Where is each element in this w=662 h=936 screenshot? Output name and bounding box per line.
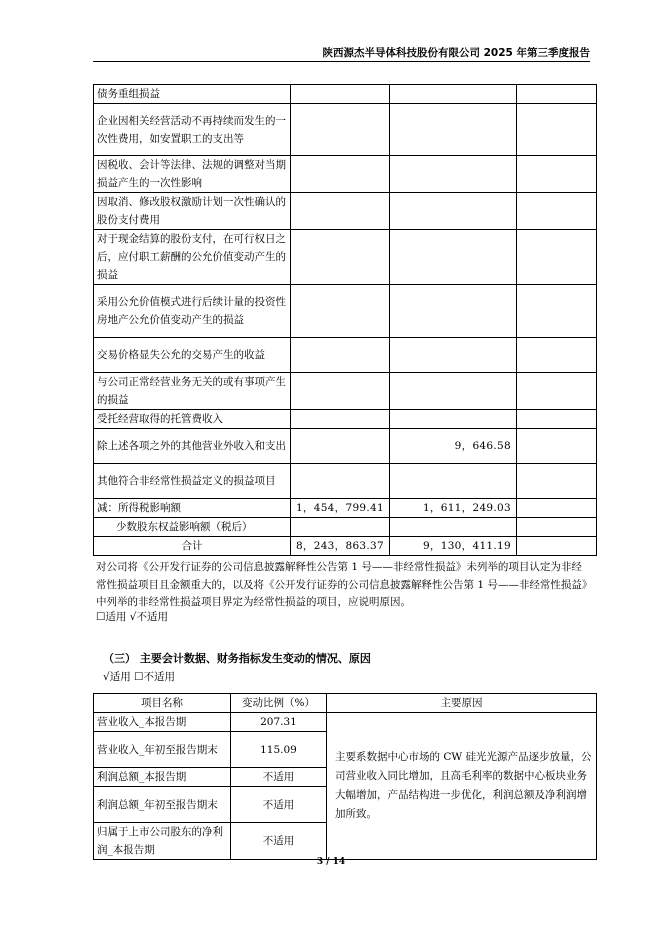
table-row xyxy=(94,464,597,499)
page-number: 3 / 14 xyxy=(316,857,346,867)
ytd-value xyxy=(390,373,517,410)
change-ratio: 115.09 xyxy=(231,732,327,768)
item-name: 营业收入_本报告期 xyxy=(94,713,231,732)
notes-cell xyxy=(517,429,597,464)
header-main-reason: 主要原因 xyxy=(327,694,597,713)
table-row xyxy=(94,230,597,285)
row-label: 采用公允价值模式进行后续计量的投资性房地产公允价值变动产生的损益 xyxy=(94,285,291,338)
current-value xyxy=(291,193,390,230)
report-header: 陕西源杰半导体科技股份有限公司 2025 年第三季度报告 xyxy=(322,47,590,59)
notes-cell xyxy=(517,410,597,429)
row-label: 除上述各项之外的其他营业外收入和支出 xyxy=(94,429,291,464)
notes-cell xyxy=(517,230,597,285)
current-value xyxy=(291,518,390,537)
ytd-value xyxy=(390,104,517,156)
notes-cell xyxy=(517,85,597,104)
ytd-value xyxy=(390,285,517,338)
notes-cell xyxy=(517,193,597,230)
ytd-value xyxy=(390,193,517,230)
table-row xyxy=(94,193,597,230)
row-label: 合计 xyxy=(94,537,291,556)
row-label: 少数股东权益影响额（税后） xyxy=(94,518,291,537)
current-value xyxy=(291,285,390,338)
header-change-ratio: 变动比例（%） xyxy=(231,694,327,713)
row-label: 因税收、会计等法律、法规的调整对当期损益产生的一次性影响 xyxy=(94,156,291,193)
ytd-value: 9，130，411.19 xyxy=(390,537,517,556)
current-value xyxy=(291,104,390,156)
notes-cell xyxy=(517,373,597,410)
header-rule xyxy=(93,61,590,62)
change-ratio: 不适用 xyxy=(231,787,327,823)
item-name: 营业收入_年初至报告期末 xyxy=(94,732,231,768)
current-value xyxy=(291,464,390,499)
current-value xyxy=(291,429,390,464)
notes-cell xyxy=(517,156,597,193)
section-applicability: √适用 ☐不适用 xyxy=(103,671,175,683)
notes-cell xyxy=(517,338,597,373)
item-name: 利润总额_年初至报告期末 xyxy=(94,787,231,823)
key-changes-table xyxy=(93,693,597,860)
item-name: 归属于上市公司股东的净利润_本报告期 xyxy=(94,823,231,860)
row-label: 企业因相关经营活动不再持续而发生的一次性费用，如安置职工的支出等 xyxy=(94,104,291,156)
table-row xyxy=(94,104,597,156)
notes-cell xyxy=(517,537,597,556)
current-value: 1，454，799.41 xyxy=(291,499,390,518)
ytd-value xyxy=(390,230,517,285)
table-row xyxy=(94,429,597,464)
change-ratio: 不适用 xyxy=(231,768,327,787)
change-ratio: 207.31 xyxy=(231,713,327,732)
current-value xyxy=(291,85,390,104)
table-row xyxy=(94,499,597,518)
table-header-row xyxy=(94,694,597,713)
notes-cell xyxy=(517,499,597,518)
table-row xyxy=(94,85,597,104)
notes-cell xyxy=(517,104,597,156)
notes-cell xyxy=(517,518,597,537)
current-value xyxy=(291,338,390,373)
current-value xyxy=(291,156,390,193)
item-name: 利润总额_本报告期 xyxy=(94,768,231,787)
row-label: 减：所得税影响额 xyxy=(94,499,291,518)
current-value xyxy=(291,373,390,410)
row-label: 债务重组损益 xyxy=(94,85,291,104)
ytd-value xyxy=(390,464,517,499)
note-applicability: ☐适用 √不适用 xyxy=(96,611,168,623)
current-value xyxy=(291,230,390,285)
table-row xyxy=(94,156,597,193)
ytd-value xyxy=(390,518,517,537)
table-row xyxy=(94,373,597,410)
section-title: （三） 主要会计数据、财务指标发生变动的情况、原因 xyxy=(103,652,371,665)
table-row xyxy=(94,285,597,338)
row-label: 对于现金结算的股份支付，在可行权日之后，应付职工薪酬的公允价值变动产生的损益 xyxy=(94,230,291,285)
main-reason: 主要系数据中心市场的 CW 硅光光源产品逐步放量，公司营业收入同比增加，且高毛利率的数据中心板块业务大幅增加，产品结构进一步优化，利润总额及净利润增加所致。 xyxy=(327,713,597,860)
row-label: 其他符合非经常性损益定义的损益项目 xyxy=(94,464,291,499)
current-value xyxy=(291,410,390,429)
table-row-total xyxy=(94,537,597,556)
notes-cell xyxy=(517,285,597,338)
ytd-value xyxy=(390,338,517,373)
ytd-value xyxy=(390,85,517,104)
ytd-value: 9，646.58 xyxy=(390,429,517,464)
header-item-name: 项目名称 xyxy=(94,694,231,713)
table-row xyxy=(94,518,597,537)
change-ratio: 不适用 xyxy=(231,823,327,860)
table-row xyxy=(94,338,597,373)
current-value: 8，243，863.37 xyxy=(291,537,390,556)
table-row xyxy=(94,410,597,429)
table-row xyxy=(94,713,597,732)
row-label: 与公司正常经营业务无关的或有事项产生的损益 xyxy=(94,373,291,410)
ytd-value xyxy=(390,410,517,429)
row-label: 受托经营取得的托管费收入 xyxy=(94,410,291,429)
ytd-value xyxy=(390,156,517,193)
row-label: 交易价格显失公允的交易产生的收益 xyxy=(94,338,291,373)
notes-cell xyxy=(517,464,597,499)
non-recurring-items-table xyxy=(93,84,597,556)
ytd-value: 1，611，249.03 xyxy=(390,499,517,518)
note-paragraph: 对公司将《公开发行证券的公司信息披露解释性公告第 1 号——非经常性损益》未列举的项目认定为非经常性损益项目且金额重大的，以及将《公开发行证券的公司信息披露解释性公告第 1 号——非经常性损益》中列举的非经常性损益项目界定为经常性损益的项目，应说明原因。 xyxy=(96,561,588,608)
row-label: 因取消、修改股权激励计划一次性确认的股份支付费用 xyxy=(94,193,291,230)
